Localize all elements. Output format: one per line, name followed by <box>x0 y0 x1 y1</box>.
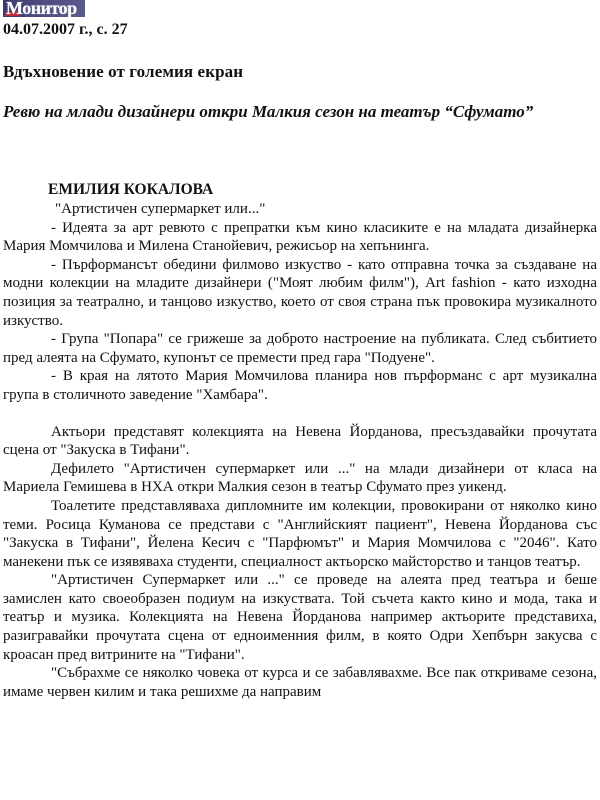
bullet-paragraph: - Пърформансът обедини филмово изкуство - като отправна точка за създаване на модни колекции на младите дизайнери ("Моят любим филм"), Art fashion - като изходна позиция за театрално, и танцово изкуство, което от своя страна пък провокира музикалното изкуство. <box>3 256 597 329</box>
dateline: 04.07.2007 г., с. 27 <box>3 21 128 38</box>
paragraph-gap <box>3 405 597 423</box>
body-paragraph: Актьори представят колекцията на Невена Йорданова, пресъздавайки прочутата сцена от "Закуска в Тифани". <box>3 423 597 459</box>
body-paragraph: Тоалетите представляваха дипломните им колекции, провокирани от няколко кино теми. Росица Куманова се представи с "Английският пациент", Невена Йорданова със "Закуска в Тифани", Йелена Кесич с "Парфюмът" и Мария Момчилова с "2046". Като манекени пък се изявяваха студенти, специалност актьорско майсторство и танцов театър. <box>3 497 597 570</box>
author-byline: ЕМИЛИЯ КОКАЛОВА <box>48 181 214 198</box>
body-paragraph: Дефилето "Артистичен супермаркет или ..." на млади дизайнери от класа на Мариела Гемишева в НХА откри Малкия сезон в театър Сфумато през уикенд. <box>3 460 597 496</box>
quote-title: "Артистичен супермаркет или..." <box>55 201 266 217</box>
bullet-paragraph: - Група "Попара" се грижеше за доброто настроение на публиката. След събитието пред алеята на Сфумато, купонът се премести пред гара "Подуене". <box>3 331 597 366</box>
bullet-paragraph: - Идеята за арт ревюто с препратки към кино класиките е на младата дизайнерка Мария Момчилова и Милена Станойевич, режисьор на хепънинга. <box>3 219 597 255</box>
body-paragraph: "Артистичен Супермаркет или ..." се проведе на алеята пред театъра и беше замислен като своеобразен подиум на изкуствата. Той съчета както кино и мода, така и театър и музика. Колекцията на Невена Йорданова например актьорите представиха, разигравайки прочутата сцена от едноименния филм, в която Одри Хепбърн закусва с кроасан пред витрините на "Тифани". <box>3 572 597 663</box>
logo-text: Монитор <box>6 0 77 17</box>
article-body <box>3 180 597 701</box>
bullet-paragraph: - В края на лятото Мария Момчилова планира нов пърформанс с арт музикална група в столичното заведение "Хамбара". <box>3 368 597 403</box>
article-headline: Вдъхновение от големия екран <box>3 62 244 81</box>
body-paragraph: "Събрахме се няколко човека от курса и се забавлявахме. Все пак откриваме сезона, имаме червен килим и така решихме да направим <box>3 665 597 700</box>
article-subhead: Ревю на млади дизайнери откри Малкия сезон на театър “Сфумато” <box>3 102 534 121</box>
publication-logo <box>3 0 85 17</box>
